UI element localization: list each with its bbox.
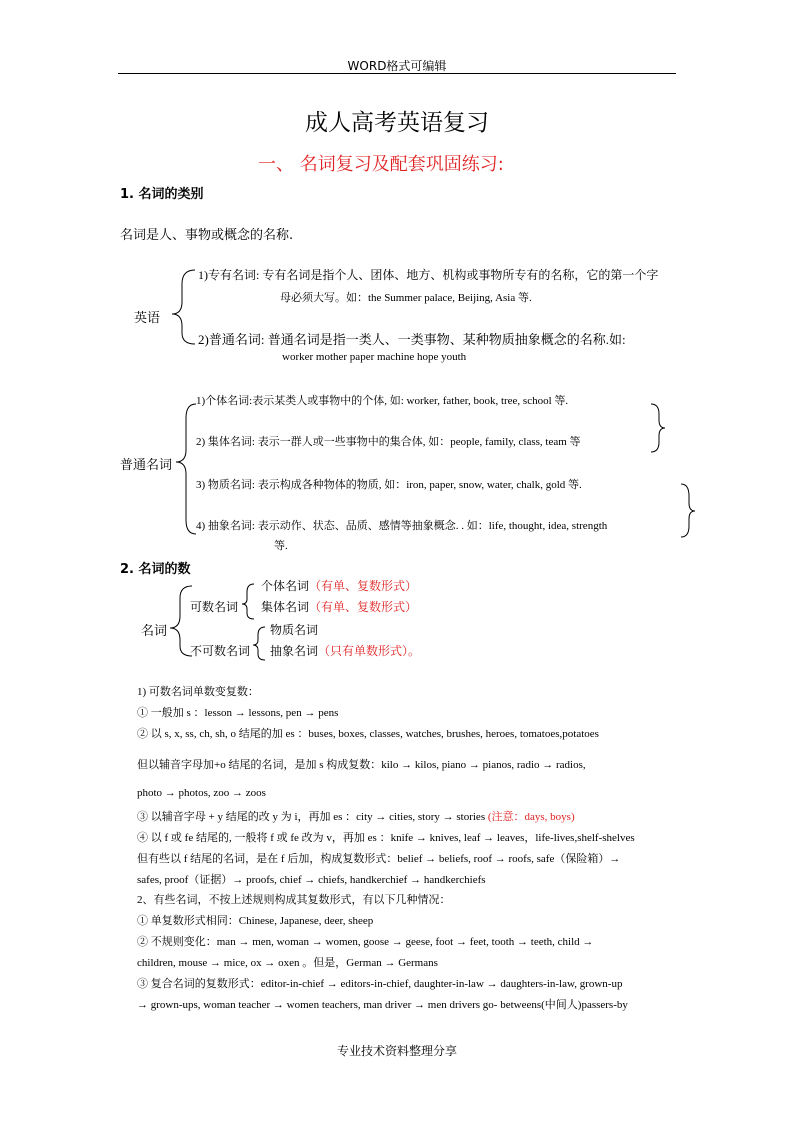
brace-english bbox=[172, 270, 195, 344]
rule-4-exception-cont: safes, proof（证据）→ proofs, chief → chiefs, handkerchief → handkerchiefs bbox=[137, 874, 486, 886]
rule-1: ① 一般加 s ：lesson → lessons, pen → pens bbox=[137, 707, 339, 719]
uncountable-noun: 不可数名词 bbox=[190, 644, 251, 658]
abstract-noun-line1: 4) 抽象名词: 表示动作、状态、品质、感情等抽象概念. . 如：life, thought, idea, strength bbox=[196, 520, 608, 532]
irregular-2: ② 不规则变化：man → men, woman → women, goose → geese, foot → feet, tooth → teeth, child → bbox=[137, 936, 594, 948]
rule-heading: 1) 可数名词单数变复数： bbox=[137, 686, 259, 698]
brace-countable bbox=[242, 584, 254, 619]
brace-uncountable bbox=[253, 627, 265, 660]
rule-2-exception-cont: photo → photos, zoo → zoos bbox=[137, 787, 266, 799]
rule-4: ④ 以 f 或 fe 结尾的, 一般将 f 或 fe 改为 v，再加 es ：knife → knives, leaf → leaves，life-lives,shelf-shelves bbox=[137, 832, 635, 844]
rule-2-exception: 但以辅音字母加+o 结尾的名词，是加 s 构成复数：kilo → kilos, piano → pianos, radio → radios, bbox=[137, 759, 586, 771]
proper-noun-line2: 母必须大写。如：the Summer palace, Beijing, Asia 等. bbox=[280, 292, 532, 304]
rule-4-exception: 但有些以 f 结尾的名词，是在 f 后加，构成复数形式：belief → beliefs, roof → roofs, safe（保险箱）→ bbox=[137, 853, 621, 865]
irregular-3-cont: → grown-ups, woman teacher → women teachers, man driver → men drivers go- betweens(中间人)passers-by bbox=[137, 999, 628, 1011]
common-noun-line2: worker mother paper machine hope youth bbox=[282, 351, 467, 363]
brace-noun bbox=[170, 586, 192, 656]
individual-noun-entry: 个体名词（有单、复数形式） bbox=[261, 579, 418, 593]
abstract-noun-entry: 抽象名词（只有单数形式）。 bbox=[270, 644, 421, 658]
tree-root-noun: 名词 bbox=[141, 624, 168, 639]
page-title: 成人高考英语复习 bbox=[305, 110, 489, 136]
irregular-2-cont: children, mouse → mice, ox → oxen 。但是，German → Germans bbox=[137, 957, 438, 969]
individual-noun: 1)个体名词:表示某类人或事物中的个体, 如: worker, father, book, tree, school 等. bbox=[196, 395, 569, 407]
brace-common-noun bbox=[176, 404, 196, 534]
page-footer: 专业技术资料整理分享 bbox=[336, 1044, 457, 1058]
material-noun-entry: 物质名词 bbox=[270, 623, 319, 637]
page-header: WORD格式可编辑 bbox=[347, 59, 447, 73]
plural-note: （有单、复数形式） bbox=[309, 600, 418, 614]
heading-noun-types: 1. 名词的类别 bbox=[120, 187, 204, 202]
section-title: 一、 名词复习及配套巩固练习: bbox=[258, 154, 504, 175]
brace-right-2 bbox=[681, 484, 695, 537]
rule-3: ③ 以辅音字母 + y 结尾的改 y 为 i，再加 es ：city → cities, story → stories (注意：days, boys) bbox=[137, 811, 575, 823]
noun-definition: 名词是人、事物或概念的名称. bbox=[120, 228, 294, 243]
irregular-heading: 2、有些名词，不按上述规则构成其复数形式，有以下几种情况： bbox=[137, 894, 451, 906]
material-noun: 3) 物质名词: 表示构成各种物体的物质, 如：iron, paper, snow, water, chalk, gold 等. bbox=[196, 479, 582, 491]
irregular-1: ① 单复数形式相同：Chinese, Japanese, deer, sheep bbox=[137, 915, 374, 927]
plural-note: （有单、复数形式） bbox=[309, 579, 418, 593]
irregular-3: ③ 复合名词的复数形式：editor-in-chief → editors-in-chief, daughter-in-law → daughters-in-law, grown-up bbox=[137, 978, 623, 990]
rule-2: ② 以 s, x, ss, ch, sh, o 结尾的加 es ：buses, boxes, classes, watches, brushes, heroes, tomatoes,potatoes bbox=[137, 728, 599, 740]
heading-noun-number: 2. 名词的数 bbox=[120, 562, 191, 577]
abstract-noun-line2: 等. bbox=[274, 540, 288, 552]
rule-3-note: (注意：days, boys) bbox=[485, 811, 575, 823]
singular-note: （只有单数形式）。 bbox=[318, 644, 421, 658]
common-noun-line1: 2)普通名词: 普通名词是指一类人、一类事物、某种物质抽象概念的名称.如: bbox=[198, 332, 626, 347]
tree-root-common-noun: 普通名词 bbox=[120, 458, 173, 473]
brace-right-1 bbox=[651, 404, 665, 452]
tree-root-english: 英语 bbox=[134, 311, 161, 326]
collective-noun-entry: 集体名词（有单、复数形式） bbox=[261, 600, 418, 614]
countable-noun: 可数名词 bbox=[190, 600, 239, 614]
proper-noun-line1: 1)专有名词: 专有名词是指个人、团体、地方、机构或事物所专有的名称，它的第一个字 bbox=[198, 268, 659, 282]
collective-noun: 2) 集体名词: 表示一群人或一些事物中的集合体, 如：people, family, class, team 等 bbox=[196, 436, 581, 448]
